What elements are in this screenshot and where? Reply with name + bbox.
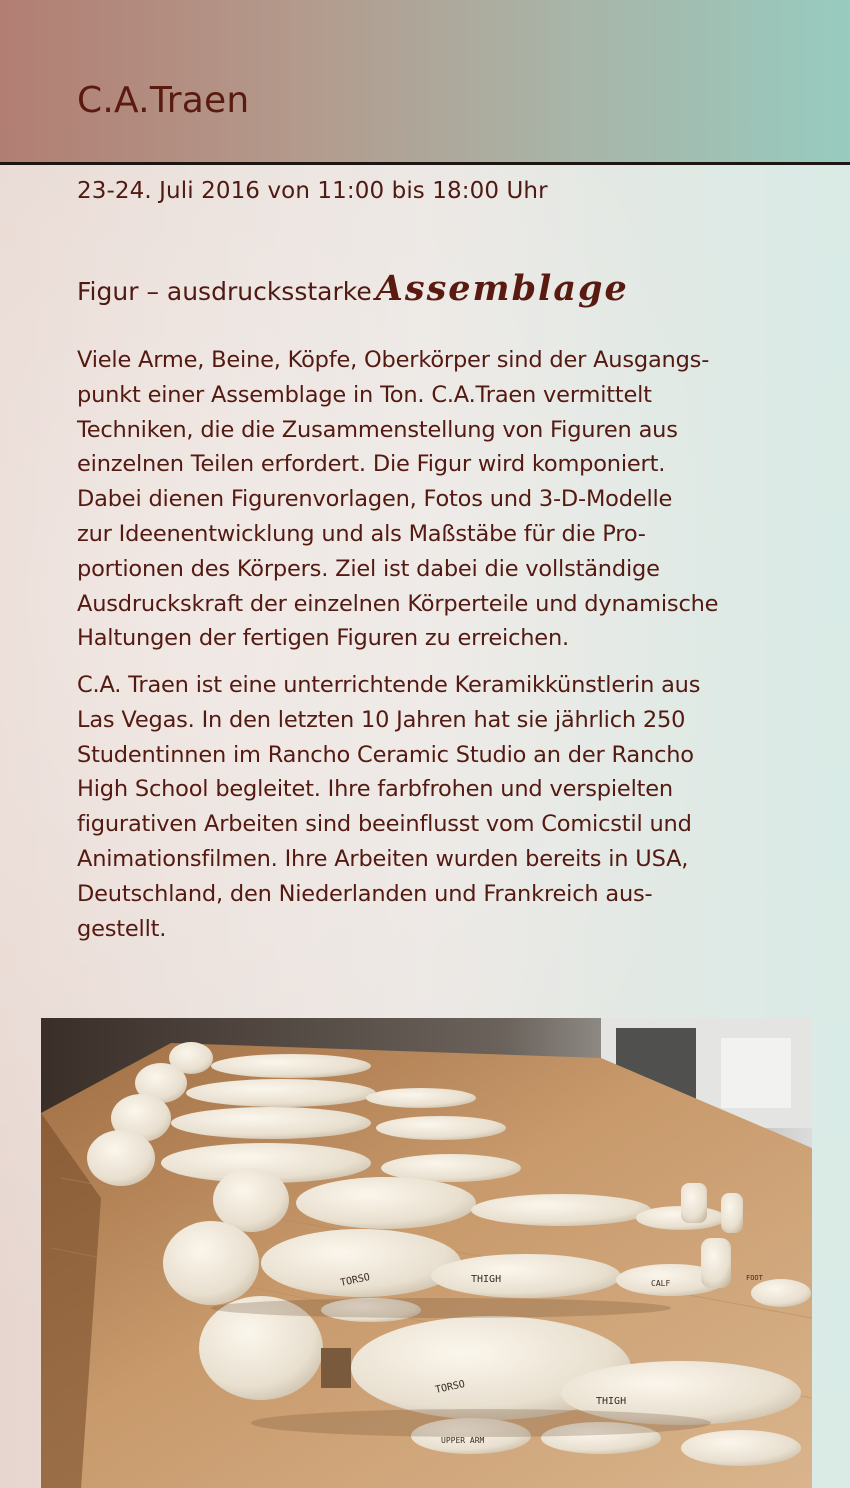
paragraph-line: punkt einer Assemblage in Ton. C.A.Traen vermittelt xyxy=(77,381,652,408)
paragraph-line: Studentinnen im Rancho Ceramic Studio an der Rancho xyxy=(77,741,694,768)
label-calf: CALF xyxy=(651,1279,671,1288)
label-foot: FOOT xyxy=(746,1274,763,1282)
label-thigh-2: THIGH xyxy=(471,1274,502,1285)
description-paragraph xyxy=(77,343,792,656)
paragraph-line: High School begleitet. Ihre farbfrohen und verspielten xyxy=(77,776,673,803)
subtitle-prefix: Figur – ausdrucksstarke xyxy=(77,277,372,306)
label-upper-arm: UPPER ARM xyxy=(441,1436,485,1445)
paragraph-line: Deutschland, den Niederlanden und Frankreich aus- xyxy=(77,880,653,907)
paragraph-line: Dabei dienen Figurenvorlagen, Fotos und 3-D-Modelle xyxy=(77,486,673,513)
workshop-subtitle xyxy=(77,268,629,309)
paragraph-line: portionen des Körpers. Ziel ist dabei die vollständige xyxy=(77,555,660,582)
artist-bio-paragraph xyxy=(77,668,792,946)
paragraph-line: figurativen Arbeiten sind beeinflusst vom Comicstil und xyxy=(77,811,692,838)
paragraph-line: einzelnen Teilen erfordert. Die Figur wird komponiert. xyxy=(77,451,666,478)
page-title: C.A.Traen xyxy=(77,80,250,121)
subtitle-script-word: Assemblage xyxy=(375,268,629,309)
ceramic-figures-photo xyxy=(41,1018,812,1488)
label-thigh: THIGH xyxy=(596,1396,627,1407)
label-torso: TORSO xyxy=(434,1378,467,1396)
paragraph-line: Haltungen der fertigen Figuren zu erreichen. xyxy=(77,625,569,652)
paragraph-line: Animationsfilmen. Ihre Arbeiten wurden bereits in USA, xyxy=(77,845,689,872)
paragraph-line: Techniken, die die Zusammenstellung von Figuren aus xyxy=(77,416,678,443)
paragraph-line: Las Vegas. In den letzten 10 Jahren hat sie jährlich 250 xyxy=(77,706,686,733)
paragraph-line: Ausdruckskraft der einzelnen Körperteile und dynamische xyxy=(77,590,719,617)
paragraph-line: Viele Arme, Beine, Köpfe, Oberkörper sind der Ausgangs- xyxy=(77,347,710,373)
header-banner xyxy=(0,0,850,165)
event-date: 23-24. Juli 2016 von 11:00 bis 18:00 Uhr xyxy=(77,178,548,204)
photo-illustration xyxy=(41,1018,812,1488)
paragraph-line: C.A. Traen ist eine unterrichtende Keramikkünstlerin aus xyxy=(77,672,701,698)
label-torso-2: TORSO xyxy=(339,1271,372,1289)
paragraph-line: zur Ideenentwicklung und als Maßstäbe für die Pro- xyxy=(77,520,646,547)
paragraph-line: gestellt. xyxy=(77,915,167,942)
